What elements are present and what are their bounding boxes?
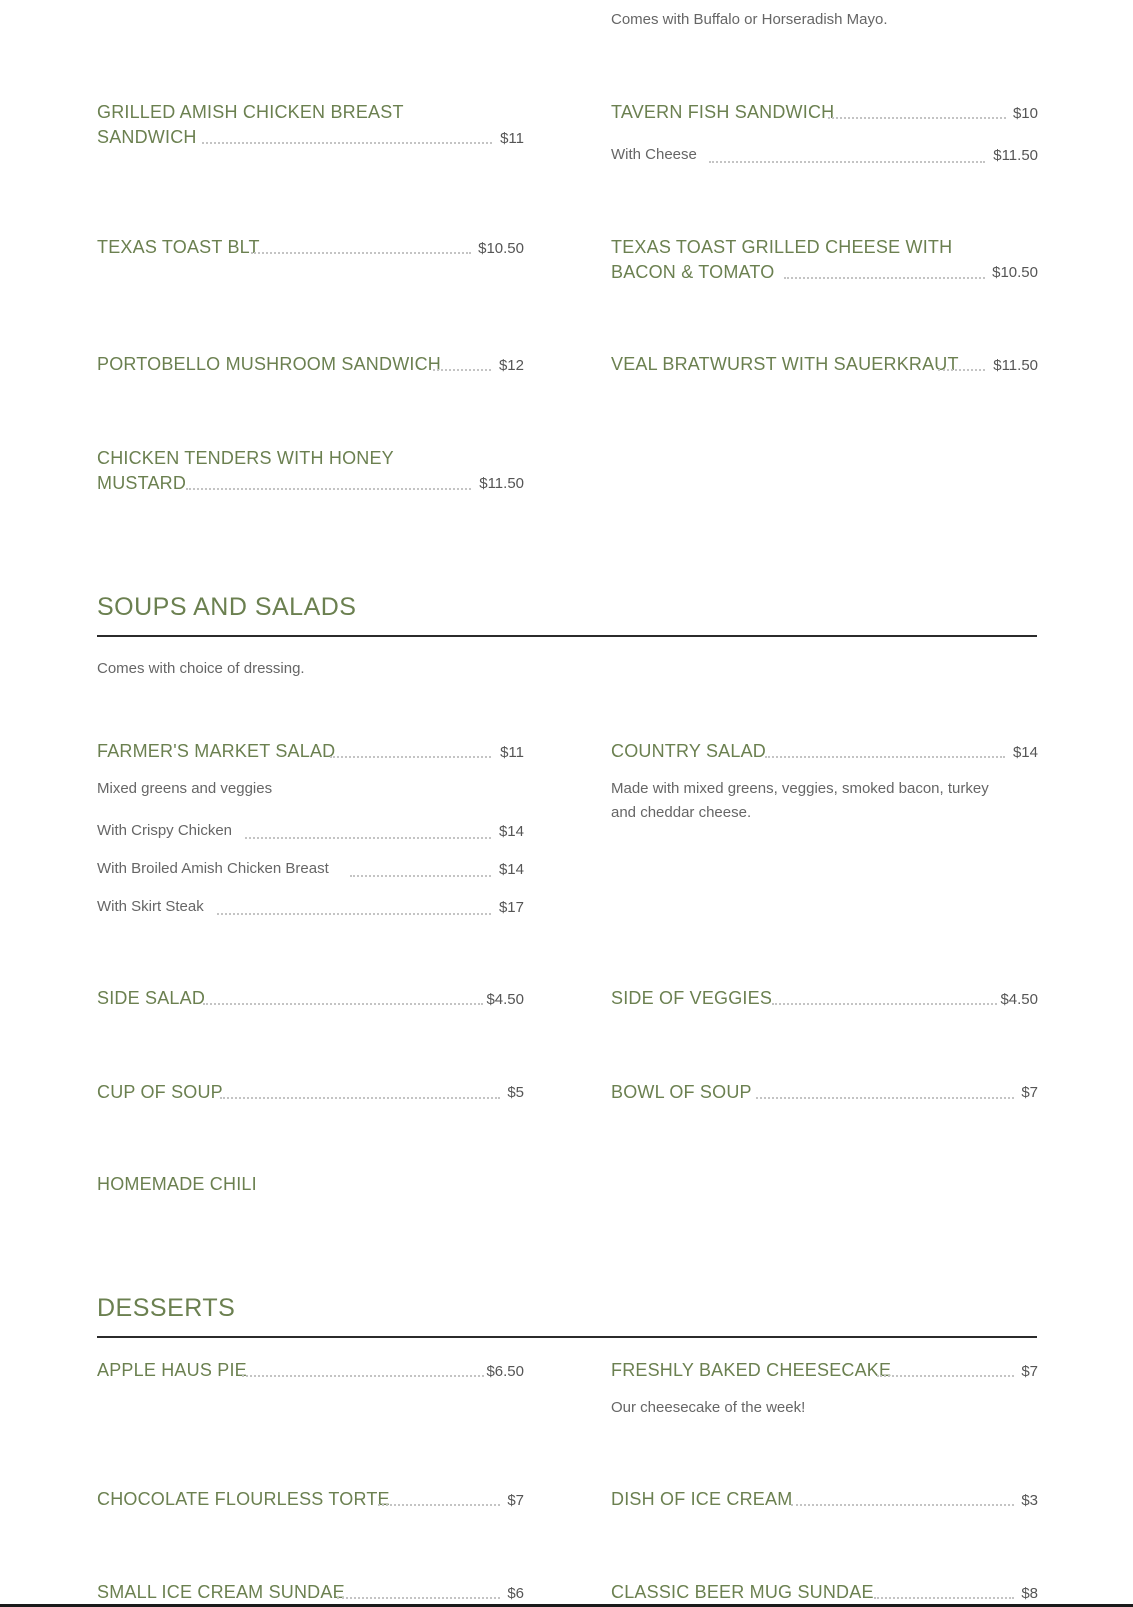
menu-item-name: PORTOBELLO MUSHROOM SANDWICH (97, 354, 441, 374)
menu-item-name: APPLE HAUS PIE (97, 1360, 247, 1380)
top-note: Comes with Buffalo or Horseradish Mayo. (611, 11, 888, 28)
dot-leader (245, 837, 491, 839)
menu-item-name: FARMER'S MARKET SALAD (97, 741, 336, 761)
menu-item-price: $7 (1021, 1363, 1038, 1380)
menu-item-name: GRILLED AMISH CHICKEN BREAST (97, 102, 404, 122)
menu-option-price: $11.50 (993, 147, 1038, 164)
dot-leader (828, 117, 1006, 119)
dot-leader (350, 875, 491, 877)
dot-leader (220, 1097, 500, 1099)
dot-leader (709, 161, 985, 163)
section-title: DESSERTS (97, 1294, 236, 1322)
menu-item-price: $11.50 (479, 475, 524, 492)
menu-item-description: Our cheesecake of the week! (611, 1399, 806, 1416)
menu-item-price: $11.50 (993, 357, 1038, 374)
menu-item-name: CLASSIC BEER MUG SUNDAE (611, 1582, 874, 1602)
menu-item-price: $10.50 (478, 240, 524, 257)
menu-item-name: TEXAS TOAST GRILLED CHEESE WITH (611, 237, 953, 257)
menu-item-price: $10.50 (992, 264, 1038, 281)
menu-option-label: With Broiled Amish Chicken Breast (97, 860, 329, 877)
menu-item-name: CUP OF SOUP (97, 1082, 223, 1102)
dot-leader (202, 142, 492, 144)
section-note: Comes with choice of dressing. (97, 660, 305, 677)
menu-item-name: TEXAS TOAST BLT (97, 237, 260, 257)
dot-leader (756, 1097, 1014, 1099)
menu-item-price: $11 (500, 744, 524, 761)
section-divider (97, 635, 1037, 637)
menu-item-name: CHOCOLATE FLOURLESS TORTE (97, 1489, 390, 1509)
menu-option-label: With Crispy Chicken (97, 822, 233, 839)
menu-item-name: BOWL OF SOUP (611, 1082, 752, 1102)
dot-leader (330, 756, 491, 758)
menu-item-price: $4.50 (486, 991, 524, 1008)
section-divider (97, 1336, 1037, 1338)
menu-item-price: $7 (1021, 1084, 1038, 1101)
menu-item-price: $8 (1021, 1585, 1038, 1602)
dot-leader (217, 913, 491, 915)
menu-item-price: $4.50 (1000, 991, 1038, 1008)
dot-leader (784, 277, 985, 279)
menu-item-price: $7 (507, 1492, 524, 1509)
menu-option-price: $17 (498, 899, 524, 916)
menu-item-name: COUNTRY SALAD (611, 741, 766, 761)
menu-option-price: $14 (498, 861, 524, 878)
dot-leader (938, 369, 985, 371)
dot-leader (772, 1003, 997, 1005)
menu-item-name: MUSTARD (97, 473, 187, 493)
menu-item-price: $3 (1021, 1492, 1038, 1509)
menu-item-price: $5 (507, 1084, 524, 1101)
menu-item-name: DISH OF ICE CREAM (611, 1489, 793, 1509)
menu-item-name: SANDWICH (97, 127, 197, 147)
menu-item-name: FRESHLY BAKED CHEESECAKE (611, 1360, 892, 1380)
menu-item-price: $6.50 (486, 1363, 524, 1380)
dot-leader (433, 369, 491, 371)
dot-leader (203, 1003, 483, 1005)
menu-item-price: $10 (1012, 105, 1038, 122)
menu-item-name: CHICKEN TENDERS WITH HONEY (97, 448, 394, 468)
dot-leader (378, 1504, 500, 1506)
dot-leader (251, 252, 471, 254)
menu-item-description: Made with mixed greens, veggies, smoked bacon, turkey (611, 780, 989, 797)
menu-item-price: $12 (498, 357, 524, 374)
menu-item-name: HOMEMADE CHILI (97, 1174, 257, 1194)
section-title: SOUPS AND SALADS (97, 593, 357, 621)
menu-item-name: SIDE OF VEGGIES (611, 988, 773, 1008)
menu-item-price: $6 (507, 1585, 524, 1602)
menu-item-name: VEAL BRATWURST WITH SAUERKRAUT (611, 354, 959, 374)
dot-leader (765, 756, 1005, 758)
menu-item-price: $11 (500, 130, 524, 147)
menu-item-name: SMALL ICE CREAM SUNDAE (97, 1582, 345, 1602)
menu-item-description: and cheddar cheese. (611, 804, 752, 821)
dot-leader (186, 488, 471, 490)
dot-leader (791, 1504, 1014, 1506)
dot-leader (877, 1375, 1014, 1377)
menu-item-price: $14 (1012, 744, 1038, 761)
menu-option-label: With Skirt Steak (97, 898, 204, 915)
menu-option-label: With Cheese (611, 146, 697, 163)
menu-item-description: Mixed greens and veggies (97, 780, 273, 797)
menu-option-price: $14 (498, 823, 524, 840)
dot-leader (337, 1597, 500, 1599)
dot-leader (242, 1375, 484, 1377)
dot-leader (874, 1597, 1014, 1599)
menu-item-name: TAVERN FISH SANDWICH (611, 102, 835, 122)
menu-item-name: SIDE SALAD (97, 988, 206, 1008)
menu-item-name: BACON & TOMATO (611, 262, 775, 282)
